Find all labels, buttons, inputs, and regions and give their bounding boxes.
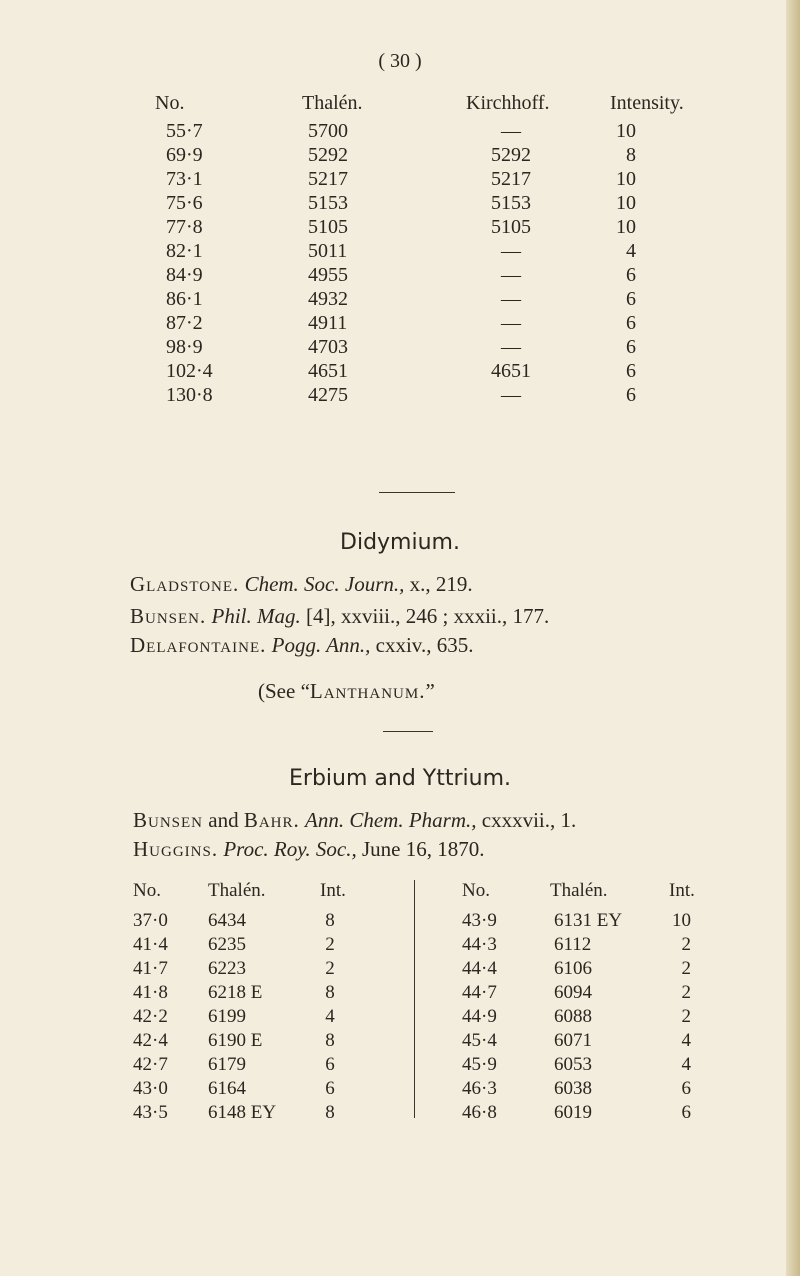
ref-detail: x., 219. bbox=[409, 572, 473, 596]
cell-thalen: 6190 E bbox=[208, 1030, 263, 1051]
ref-detail: cxxiv., 635. bbox=[375, 633, 474, 657]
header-thalen: Thalén. bbox=[302, 92, 363, 114]
table-row bbox=[140, 264, 715, 288]
cell-thalen: 5011 bbox=[308, 240, 348, 262]
ref-source: Pogg. Ann., bbox=[271, 633, 371, 657]
cell-int: 2 bbox=[681, 934, 691, 955]
cell-no: 46·8 bbox=[462, 1102, 497, 1123]
table-row bbox=[133, 1030, 393, 1054]
cell-intensity: 6 bbox=[626, 384, 636, 406]
table-row bbox=[462, 1078, 722, 1102]
emission-line-table bbox=[140, 92, 715, 408]
cell-no: 42·2 bbox=[133, 1006, 168, 1027]
table-row bbox=[133, 934, 393, 958]
see-suffix: ” bbox=[425, 679, 435, 703]
ref-detail: cxxxvii., 1. bbox=[481, 808, 577, 832]
cell-thalen: 4275 bbox=[308, 384, 348, 406]
cell-intensity: 6 bbox=[626, 336, 636, 358]
table-row bbox=[140, 216, 715, 240]
cell-thalen: 4955 bbox=[308, 264, 348, 286]
cell-thalen: 4703 bbox=[308, 336, 348, 358]
cell-no: 45·9 bbox=[462, 1054, 497, 1075]
cell-no: 43·5 bbox=[133, 1102, 168, 1123]
table-row bbox=[133, 1054, 393, 1078]
column-divider bbox=[414, 880, 415, 1118]
cell-thalen: 6088 bbox=[554, 1006, 592, 1027]
cell-thalen: 6131 EY bbox=[554, 910, 623, 931]
cell-no: 130·8 bbox=[166, 384, 213, 406]
header-int: Int. bbox=[669, 880, 695, 901]
ref-author: Delafontaine. bbox=[130, 633, 267, 657]
cell-int: 10 bbox=[672, 910, 691, 931]
header-intensity: Intensity. bbox=[610, 92, 684, 114]
cell-int: 6 bbox=[681, 1102, 691, 1123]
cell-intensity: 10 bbox=[616, 168, 636, 190]
cell-kirchhoff: — bbox=[501, 336, 521, 358]
cell-thalen: 6148 EY bbox=[208, 1102, 277, 1123]
cell-no: 44·3 bbox=[462, 934, 497, 955]
section-divider bbox=[379, 492, 455, 493]
cell-no: 41·8 bbox=[133, 982, 168, 1003]
cell-kirchhoff: — bbox=[501, 384, 521, 406]
cell-no: 75·6 bbox=[166, 192, 203, 214]
header-no: No. bbox=[155, 92, 185, 114]
table-row bbox=[462, 1030, 722, 1054]
cell-int: 4 bbox=[325, 1006, 335, 1027]
cell-int: 6 bbox=[325, 1054, 335, 1075]
table-header-row bbox=[140, 92, 715, 120]
table-row bbox=[140, 360, 715, 384]
cell-thalen: 6053 bbox=[554, 1054, 592, 1075]
cell-no: 98·9 bbox=[166, 336, 203, 358]
erbium-table-left bbox=[133, 880, 393, 1126]
cell-thalen: 6019 bbox=[554, 1102, 592, 1123]
ref-author: Gladstone. bbox=[130, 572, 240, 596]
reference-gladstone bbox=[130, 572, 473, 597]
didymium-heading: Didymium. bbox=[340, 530, 460, 555]
table-row bbox=[140, 120, 715, 144]
cell-no: 41·4 bbox=[133, 934, 168, 955]
cell-no: 86·1 bbox=[166, 288, 203, 310]
cell-thalen: 6071 bbox=[554, 1030, 592, 1051]
cell-thalen: 5292 bbox=[308, 144, 348, 166]
cell-thalen: 6223 bbox=[208, 958, 246, 979]
cell-intensity: 6 bbox=[626, 288, 636, 310]
cell-int: 2 bbox=[325, 934, 335, 955]
cell-int: 8 bbox=[325, 1102, 335, 1123]
table-row bbox=[140, 192, 715, 216]
cell-no: 73·1 bbox=[166, 168, 203, 190]
cell-thalen: 6106 bbox=[554, 958, 592, 979]
cell-no: 44·9 bbox=[462, 1006, 497, 1027]
cell-thalen: 4911 bbox=[308, 312, 348, 334]
cell-int: 4 bbox=[681, 1054, 691, 1075]
cell-intensity: 10 bbox=[616, 192, 636, 214]
reference-bunsen bbox=[130, 604, 549, 629]
cell-kirchhoff: — bbox=[501, 120, 521, 142]
table-row bbox=[462, 958, 722, 982]
cell-int: 6 bbox=[325, 1078, 335, 1099]
header-kirchhoff: Kirchhoff. bbox=[466, 92, 550, 114]
cell-thalen: 6434 bbox=[208, 910, 246, 931]
cell-thalen: 6164 bbox=[208, 1078, 246, 1099]
cell-int: 2 bbox=[681, 958, 691, 979]
cell-kirchhoff: — bbox=[501, 288, 521, 310]
table-row bbox=[133, 1078, 393, 1102]
ref-author2: Bahr. bbox=[243, 808, 300, 832]
cell-thalen: 6218 E bbox=[208, 982, 263, 1003]
table-row bbox=[462, 1054, 722, 1078]
erbium-table-right bbox=[462, 880, 722, 1126]
ref-detail: June 16, 1870. bbox=[361, 837, 485, 861]
cell-thalen: 5105 bbox=[308, 216, 348, 238]
table-row bbox=[140, 384, 715, 408]
ref-author: Bunsen bbox=[133, 808, 204, 832]
cell-thalen: 6038 bbox=[554, 1078, 592, 1099]
table-row bbox=[462, 1006, 722, 1030]
cell-kirchhoff: — bbox=[501, 240, 521, 262]
ref-source: Ann. Chem. Pharm., bbox=[305, 808, 477, 832]
table-row bbox=[133, 1006, 393, 1030]
cell-no: 44·4 bbox=[462, 958, 497, 979]
ref-author: Huggins. bbox=[133, 837, 219, 861]
reference-huggins bbox=[133, 837, 484, 862]
cell-no: 37·0 bbox=[133, 910, 168, 931]
cell-no: 82·1 bbox=[166, 240, 203, 262]
cell-thalen: 6179 bbox=[208, 1054, 246, 1075]
section-divider bbox=[383, 731, 433, 732]
cell-intensity: 4 bbox=[626, 240, 636, 262]
cell-intensity: 8 bbox=[626, 144, 636, 166]
cell-thalen: 4932 bbox=[308, 288, 348, 310]
table-row bbox=[462, 982, 722, 1006]
cell-intensity: 10 bbox=[616, 120, 636, 142]
cell-no: 69·9 bbox=[166, 144, 203, 166]
cell-no: 42·4 bbox=[133, 1030, 168, 1051]
table-row bbox=[140, 288, 715, 312]
table-row bbox=[462, 910, 722, 934]
cell-thalen: 4651 bbox=[308, 360, 348, 382]
cell-no: 42·7 bbox=[133, 1054, 168, 1075]
cell-int: 8 bbox=[325, 982, 335, 1003]
table-row bbox=[140, 312, 715, 336]
table-row bbox=[133, 958, 393, 982]
cell-thalen: 5700 bbox=[308, 120, 348, 142]
cell-kirchhoff: 5217 bbox=[491, 168, 531, 190]
table-header-row bbox=[133, 880, 393, 910]
cell-int: 2 bbox=[325, 958, 335, 979]
table-row bbox=[140, 240, 715, 264]
header-thalen: Thalén. bbox=[208, 880, 266, 901]
reference-bunsen-bahr bbox=[133, 808, 576, 833]
ref-source: Chem. Soc. Journ., bbox=[244, 572, 405, 596]
cell-no: 46·3 bbox=[462, 1078, 497, 1099]
cell-thalen: 5217 bbox=[308, 168, 348, 190]
cell-int: 8 bbox=[325, 1030, 335, 1051]
cell-no: 77·8 bbox=[166, 216, 203, 238]
table-row bbox=[133, 910, 393, 934]
cell-intensity: 6 bbox=[626, 264, 636, 286]
ref-source: Proc. Roy. Soc., bbox=[223, 837, 357, 861]
see-also-note bbox=[258, 679, 435, 704]
cell-kirchhoff: 5292 bbox=[491, 144, 531, 166]
cell-kirchhoff: 4651 bbox=[491, 360, 531, 382]
cell-no: 45·4 bbox=[462, 1030, 497, 1051]
cell-no: 41·7 bbox=[133, 958, 168, 979]
cell-kirchhoff: — bbox=[501, 312, 521, 334]
ref-joiner: and bbox=[203, 808, 244, 832]
table-row bbox=[133, 1102, 393, 1126]
table-header-row bbox=[462, 880, 722, 910]
see-prefix: (See “ bbox=[258, 679, 310, 703]
cell-int: 8 bbox=[325, 910, 335, 931]
cell-int: 4 bbox=[681, 1030, 691, 1051]
cell-intensity: 10 bbox=[616, 216, 636, 238]
cell-no: 102·4 bbox=[166, 360, 213, 382]
cell-kirchhoff: 5105 bbox=[491, 216, 531, 238]
cell-no: 84·9 bbox=[166, 264, 203, 286]
cell-thalen: 6199 bbox=[208, 1006, 246, 1027]
cell-thalen: 6112 bbox=[554, 934, 592, 955]
reference-delafontaine bbox=[130, 633, 473, 658]
header-int: Int. bbox=[320, 880, 346, 901]
ref-source: Phil. Mag. bbox=[211, 604, 301, 628]
page-number: ( 30 ) bbox=[378, 50, 422, 72]
table-row bbox=[140, 144, 715, 168]
ref-detail: [4], xxviii., 246 ; xxxii., 177. bbox=[306, 604, 550, 628]
header-thalen: Thalén. bbox=[550, 880, 608, 901]
cell-thalen: 6235 bbox=[208, 934, 246, 955]
cell-int: 2 bbox=[681, 1006, 691, 1027]
cell-no: 44·7 bbox=[462, 982, 497, 1003]
cell-intensity: 6 bbox=[626, 360, 636, 382]
header-no: No. bbox=[133, 880, 161, 901]
table-row bbox=[140, 168, 715, 192]
cell-no: 55·7 bbox=[166, 120, 203, 142]
table-row bbox=[133, 982, 393, 1006]
table-row bbox=[462, 934, 722, 958]
cell-no: 87·2 bbox=[166, 312, 203, 334]
table-row bbox=[462, 1102, 722, 1126]
table-row bbox=[140, 336, 715, 360]
cell-no: 43·9 bbox=[462, 910, 497, 931]
cell-no: 43·0 bbox=[133, 1078, 168, 1099]
page-edge bbox=[786, 0, 800, 1276]
cell-thalen: 5153 bbox=[308, 192, 348, 214]
header-no: No. bbox=[462, 880, 490, 901]
see-target: Lanthanum. bbox=[309, 679, 426, 703]
cell-kirchhoff: — bbox=[501, 264, 521, 286]
cell-int: 2 bbox=[681, 982, 691, 1003]
cell-kirchhoff: 5153 bbox=[491, 192, 531, 214]
ref-author: Bunsen. bbox=[130, 604, 207, 628]
erbium-yttrium-heading: Erbium and Yttrium. bbox=[289, 766, 511, 791]
cell-int: 6 bbox=[681, 1078, 691, 1099]
cell-thalen: 6094 bbox=[554, 982, 592, 1003]
cell-intensity: 6 bbox=[626, 312, 636, 334]
